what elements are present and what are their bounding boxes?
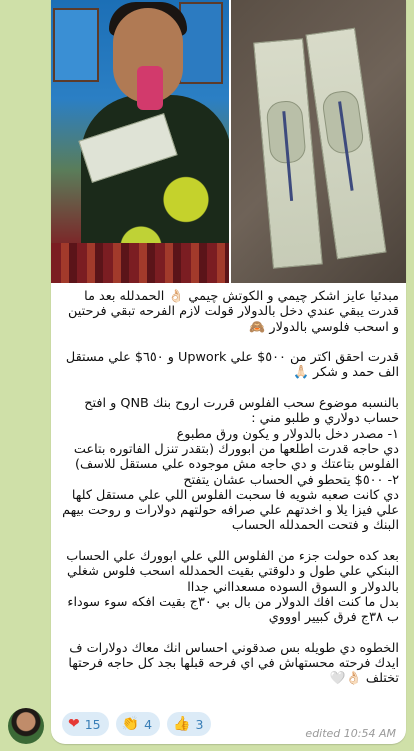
thumbs-up-icon: 👍	[173, 716, 191, 732]
reaction-count: 3	[195, 716, 204, 732]
reaction-count: 15	[84, 716, 101, 732]
reaction-count: 4	[144, 716, 153, 732]
dollar-bills-photo[interactable]	[231, 0, 406, 283]
reaction-thumbs-up[interactable]	[167, 712, 211, 736]
reaction-heart[interactable]	[62, 712, 109, 736]
clap-icon: 👏	[121, 716, 140, 732]
phone-in-photo	[137, 66, 163, 110]
heart-icon: ❤	[68, 716, 80, 732]
selfie-photo[interactable]	[51, 0, 229, 283]
sender-avatar[interactable]	[8, 708, 44, 744]
message-bubble[interactable]	[51, 0, 406, 744]
message-text: مبدئيا عايز اشكر چيمي و الكوتش چيمي 👌🏻 الحمدلله بعد ما قدرت يبقي عندي دخل بالدولار قولت لازم الفرحه تبقي فرحتين و اسحب فلوسي بالدولار 🙈 قدرت احقق اكتر من ٥٠٠$ علي Upwork و ٦٥٠$ علي مستقل الف حمد و شكر 🙏🏻 بالنسبه موضوع سحب الفلوس قررت اروح بنك QNB و افتح حساب دولاري و طلبو مني : ١- مصدر دخل بالدولار و يكون ورق مطبوع دي حاجه قدرت اطلعها من ابوورك (بتقدر تنزل الفاتوره بتاعت الفلوس بتاعتك و دي حاجه مش موجوده علي مستقل للاسف) ٢- ٥٠٠$ يتحطو في الحساب عشان يتفتح دي كانت صعبه شويه فا سحبت الفلوس اللي علي مستقل كلها علي فيزا يلا و اخدتهم علي صرافه حولتهم دولارات و روحت بيهم البنك و فتحت الحمدلله الحساب بعد كده حولت جزء من الفلوس اللي علي ابوورك علي الحساب البنكي علي طول و دلوقتي بقيت الحمدلله اسحب فلوس شغلي بالدولار و السوق السوده مسعدااني جداا بدل ما كنت افك الدولار من بال بي ٣٠ج بقيت افكه سوء سوداء ب ٣٨ج فرق كبيير اوووي الخطوه دي طويله بس صدقوني احساس انك معاك دولارات ف ايدك فرحته محستهاش في اي فرحه قبلها بجد كل حاجه فرحتها تختلف 👌🏻🤍	[62, 289, 399, 687]
reactions-bar	[62, 712, 211, 736]
photo-album[interactable]	[51, 0, 406, 283]
message-meta: edited 10:54 AM	[305, 727, 396, 740]
reaction-clap[interactable]	[116, 712, 160, 736]
